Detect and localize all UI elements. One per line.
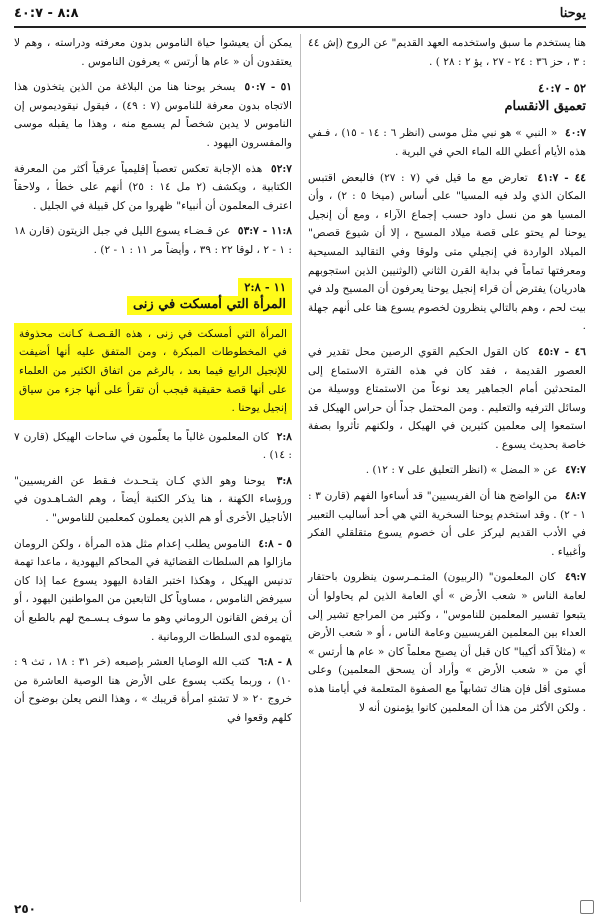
right-intro-paragraph: هنا يستخدم ما سبق واستخدمه العهد القديم" عن الروح (إش ٤٤ : ٣ ، حز ٣٦ : ٢٤ - ٢٧ ، يؤ ٢ : ٢٨ ) . <box>308 37 586 68</box>
commentary-paragraph <box>14 472 292 528</box>
commentary-text: يسخر يوحنا هنا من البلاغة من الذين يتخذون هذا الاتجاه بدون معرفة للناموس (٧ : ٤٩) ، فيقول نيقوديموس إن الناموس لا يدين شخصاً لم يسمع منه ، وهذا ما يقبله موسى والمفسرون اليهود . <box>14 81 292 149</box>
section-title: تعميق الانقسام <box>504 98 586 114</box>
commentary-text: عن قـضـاء يسوع الليل في جبل الزيتون (قارن ١٨ : ١ - ٢ ، لوقا ٢٢ : ٣٩ ، وأيضاً مر ١١ : ١ - ٢) . <box>14 225 292 256</box>
section-number: ٥٢ - ٤٠:٧ <box>538 81 586 96</box>
column-divider <box>300 34 301 902</box>
highlighted-section-number: ١١ - ٢:٨ <box>14 268 292 297</box>
commentary-paragraph <box>14 535 292 647</box>
verse-ref: ٣:٨ <box>276 474 292 487</box>
header-rule <box>14 26 586 28</box>
commentary-text: من الواضح هنا أن الفريسيين" قد أساءوا الفهم (قارن ٣ : ١ - ٢) . وقد استخدم يوحنا السخرية التي هي أحد أساليب التعبير في الأدب القديم ليركز على أن خصوم يسوع متقلقلي الفكر وأغبياء . <box>308 490 586 558</box>
verse-ref: ٤٧:٧ <box>565 464 586 477</box>
commentary-text: هذه الإجابة تعكس تعصباً إقليمياً عرقياً أكثر من المعرفة الكتابية ، ويكشف (٢ مل ١٤ : ٢٥) أنهم على خطأ ، ولاحقاً اعترف المعلمون أن أنبياء" ظهروا من كل قبيلة في الجليل . <box>14 162 292 212</box>
commentary-paragraph <box>14 653 292 727</box>
commentary-text: كان المعلمون" (الربيون) المتـمـرسون ينظرون باحتقار لعامة الناس « شعب الأرض » أي العامة الذين لم يحاولوا أن يتبعوا تفسير المعلمين للناموس" ، وكثير من المراجع تشير إلى العداء بين المعلمين الفريسيين وعامة الناس ، أو « شعب الأرض » (مثلاً آكد أكيبا" كان قبل أن يصبح معلماً كان « عام ها أرتس » أي من « شعب الأرض » وأراد أن يسحق المعلمين) وعلى مستوى أقل فإن هناك تشابهاً مع الصفوة المتعلمة في أيامنا هذه . ولكن الأكثر من هذا أن المعلمين كانوا يؤمنون أنه لا <box>308 571 586 714</box>
commentary-text: كتب الله الوصايا العشر بإصبعه (خر ٣١ : ١٨ ، تث ٩ : ١٠) ، وربما يكتب يسوع على الأرض هنا الوصية العاشرة من خروج ٢٠ « لا تشتهِ امرأة قريبك » ، وهذا النص يعلن بوضوح أن كلهم وقعوا في <box>14 656 292 724</box>
commentary-text: كان المعلمون غالباً ما يعلّمون في ساحات الهيكل (قارن ٧ : ١٤) . <box>14 430 292 462</box>
footer-page-number: ٢٥٠ <box>14 902 36 916</box>
commentary-paragraph <box>308 461 586 480</box>
commentary-text: عن « المضل » (انظر التعليق على ٧ : ١٢) . <box>365 464 558 477</box>
highlighted-section-title: المرأة التي أمسكت في زنى <box>14 296 292 315</box>
commentary-text: يوحنا وهو الذي كـان يتـحـدث فـقط عن الفريسيين" ورؤساء الكهنة ، هنا يذكر الكتبة أيضاً ، وهم الشـاهـدون في الأناجيل الأخرى أو هم الذين يعملون كمعلمين للناموس" . <box>14 474 292 525</box>
page-header <box>14 6 586 28</box>
commentary-paragraph <box>308 169 586 336</box>
verse-ref: ٤٤ - ٤١:٧ <box>537 171 586 184</box>
commentary-paragraph <box>308 568 586 717</box>
commentary-paragraph <box>308 124 586 161</box>
commentary-paragraph <box>308 343 586 455</box>
right-column <box>308 34 586 724</box>
verse-ref: ٤٩:٧ <box>565 571 587 584</box>
commentary-text: الناموس يطلب إعدام مثل هذه المرأة ، ولكن الرومان مازالوا هم السلطات القضائية في المحاكم اليهودية ، ماعدا تهمة تدنيس الهيكل ، وهكذا اختبر القادة اليهود يسوع عما إذا كان سيرفض الناموس ، مساوياً كل التابعين من المواطنين اليهود ، أو أن يرفض القانون الروماني وهو ما سوف يـسـمح لهم بالطبع أن يتهموه لدى السلطات الرومانية . <box>14 537 292 643</box>
verse-ref: ٥٢:٧ <box>271 162 292 175</box>
commentary-paragraph <box>14 78 292 152</box>
left-intro-paragraph: يمكن أن يعيشوا حياة الناموس بدون معرفته ودراسته ، وهم لا يعتقدون أن « عام ها أرتس » يعرفون الناموس . <box>14 37 292 68</box>
highlighted-passage: المرأة التي أمسكت في زنى ، هذه القـصـة كـانت محذوفة في المخطوطات المبكرة ، ومن المتفق عليه أنها أضيفت للإنجيل الرابع فيما بعد ، بالرغم من اتفاق الكثير من العلماء على أنها قصة حقيقية فيجب أن تقرأ على أنها جزء من سياق إنجيل يوحنا . <box>14 323 292 420</box>
verse-ref: ١١:٨ - ٥٣:٧ <box>237 225 292 238</box>
verse-ref: ٥ - ٤:٨ <box>258 537 292 550</box>
commentary-paragraph <box>14 222 292 259</box>
page-corner-icon <box>580 900 594 914</box>
verse-ref: ٤٦ - ٤٥:٧ <box>538 345 586 358</box>
commentary-text: كان القول الحكيم القوي الرصين محل تقدير في العصور القديمة ، فقد كان في هذه الفترة الاستماع إلى المتحدثين أمام الجماهير يعد نوعاً من الاستمتاع ووسيلة من وسائل الترفيه والتعليم . ومن المحتمل جداً أن حراس الهيكل قد استمعوا إلى معلمين كثيرين في الهيكل ، ولكنهم تأثروا بصفة خاصة بحديث يسوع . <box>308 345 586 451</box>
header-page-range: ٨:٨ - ٤٠:٧ <box>14 6 79 21</box>
commentary-paragraph <box>14 428 292 465</box>
left-column <box>14 34 292 735</box>
header-book-title: يوحنا <box>559 6 586 21</box>
commentary-paragraph <box>308 487 586 561</box>
verse-ref: ٥١ - ٥٠:٧ <box>244 81 292 94</box>
verse-ref: ٤٨:٧ <box>565 490 587 503</box>
commentary-text: « النبي » هو نبي مثل موسى (انظر ٦ : ١٤ - ١٥) ، فـفي هذه الأيام أعطي الله الماء الحي في البرية . <box>308 127 586 158</box>
commentary-text: تعارض مع ما قيل في (٧ : ٢٧) فالبعض اقتبس المكان الذي ولد فيه المسيا" على أساس (ميخا ٥ : ٢) ، وأن المسيا هو من نسل داود حسب إجماع الآراء ، ومع أن إنجيل يوحنا لم يحتو على قصة ميلاد المسيح ، إلا أن شيوع قصص" الميلاد الواردة في إنجيلي متى ولوقا وفي التقاليد المسيحية ومعرفتها تماماً في بداية القرن الثاني (الوثنيين الذين استجوبهم هادريان) يفترض أن قراء إنجيل يوحنا يعرفون أن المسيح ولد في بيت لحم ، وهم بالتالي ينظرون لخصوم يسوع هنا على أنهم جهلة . <box>308 171 586 333</box>
verse-ref: ٤٠:٧ <box>565 127 587 140</box>
verse-ref: ٨ - ٦:٨ <box>258 656 292 669</box>
commentary-paragraph <box>14 160 292 216</box>
verse-ref: ٢:٨ <box>276 430 292 443</box>
